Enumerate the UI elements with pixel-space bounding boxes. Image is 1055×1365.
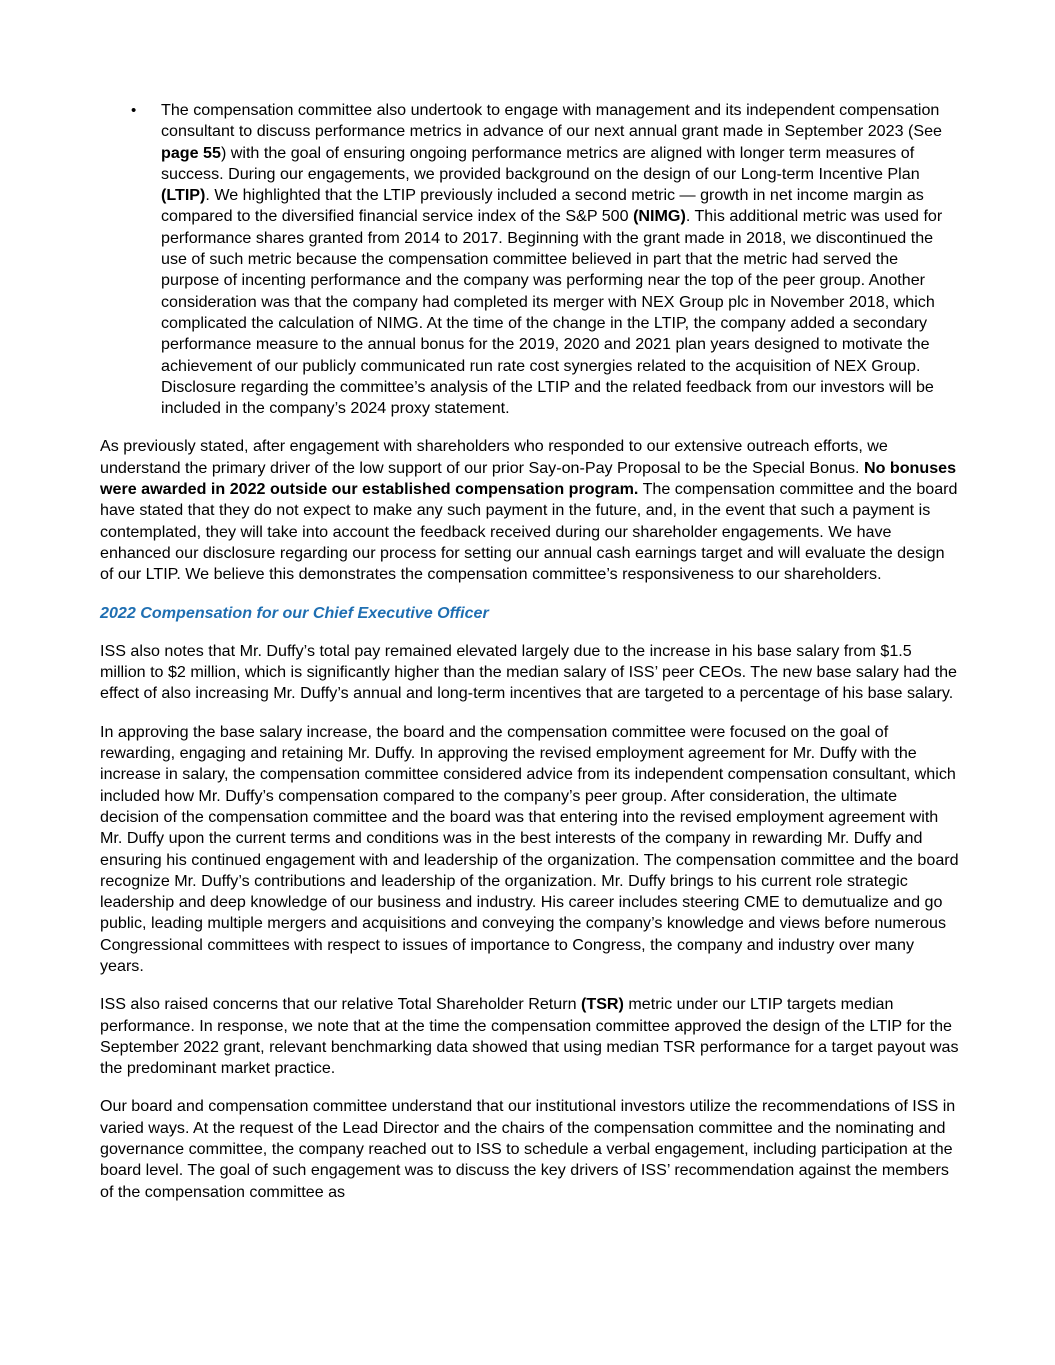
tsr-abbreviation: (TSR) (581, 995, 624, 1014)
tsr-text-part2: metric under our LTIP targets median performance. In response, we note that at the time the compensation committee approved the design of the LTIP for the September 2022 grant, relevant benchmarking data showed that using median TSR performance for a target payout was the predominant market practice. (100, 995, 959, 1078)
bullet-text (161, 101, 942, 417)
bullet-marker: • (131, 102, 137, 119)
paragraph-shareholder-outreach (100, 436, 960, 585)
bullet-text-part2: ) with the goal of ensuring ongoing performance metrics are aligned with longer term measures of success. During our engagements, we provided background on the design of our Long-term Incentive Plan (161, 143, 920, 183)
outreach-text-part2: The compensation committee and the board have stated that they do not expect to make any such payment in the future, and, in the event that such a payment is contemplated, they will take into account the feedback received during our shareholder engagements. We have enhanced our disclosure regarding our process for setting our annual cash earnings target and will evaluate the design of our LTIP. We believe this demonstrates the compensation committee’s responsiveness to our shareholders. (100, 480, 958, 584)
section-heading: 2022 Compensation for our Chief Executive Officer (100, 603, 489, 622)
paragraph-salary-approval: In approving the base salary increase, the board and the compensation committee were focused on the goal of rewarding, engaging and retaining Mr. Duffy. In approving the revised employment agreement for Mr. Duffy with the increase in salary, the compensation committee considered advice from its independent compensation consultant, which included how Mr. Duffy’s compensation compared to the company’s peer group. After consideration, the ultimate decision of the compensation committee and the board was that entering into the revised employment agreement with Mr. Duffy upon the current terms and conditions was in the best interests of the company in rewarding Mr. Duffy and ensuring his continued engagement with and leadership of the organization. The compensation committee and the board recognize Mr. Duffy’s contributions and leadership of the organization. Mr. Duffy brings to his current role strategic leadership and deep knowledge of our business and industry. His career includes steering CME to demutualize and go public, leading multiple mergers and acquisitions and conveying the company’s knowledge and views before numerous Congressional committees with respect to issues of importance to Congress, the company and industry over many years. (100, 722, 959, 975)
bullet-text-part3: . We highlighted that the LTIP previously included a second metric — growth in net income margin as compared to the diversified financial service index of the S&P 500 (161, 186, 924, 226)
bullet-text-part1: The compensation committee also undertook to engage with management and its independent compensation consultant to discuss performance metrics in advance of our next annual grant made in September 2023 (See (161, 101, 942, 141)
bullet-item-performance-metrics (100, 100, 960, 419)
paragraph-base-salary: ISS also notes that Mr. Duffy’s total pay remained elevated largely due to the increase in his base salary from $1.5 million to $2 million, which is significantly higher than the median salary of ISS’ peer CEOs. The new base salary had the effect of also increasing Mr. Duffy’s annual and long-term incentives that are targeted to a percentage of his base salary. (100, 641, 957, 703)
document-page (100, 100, 960, 1220)
nimg-abbreviation: (NIMG) (633, 207, 686, 226)
tsr-text-part1: ISS also raised concerns that our relative Total Shareholder Return (100, 995, 581, 1014)
paragraph-tsr-concerns (100, 994, 960, 1079)
outreach-bold-statement: No bonuses were awarded in 2022 outside our established compensation program. (100, 458, 957, 499)
bullet-text-part4: . This additional metric was used for performance shares granted from 2014 to 2017. Beginning with the grant made in 2018, we discontinued the use of such metric because the compensation committee believed in part that the metric had served the purpose of incenting performance and the company was performing near the top of the peer group. Another consideration was that the company had completed its merger with NEX Group plc in November 2018, which complicated the calculation of NIMG. At the time of the change in the LTIP, the company added a secondary performance measure to the annual bonus for the 2019, 2020 and 2021 plan years designed to motivate the achievement of our publicly communicated run rate cost synergies related to the acquisition of NEX Group. Disclosure regarding the committee’s analysis of the LTIP and the related feedback from our investors will be included in the company’s 2024 proxy statement. (161, 207, 943, 418)
page-reference: page 55 (161, 143, 221, 162)
paragraph-iss-engagement: Our board and compensation committee understand that our institutional investors utilize the recommendations of ISS in varied ways. At the request of the Lead Director and the chairs of the compensation committee and the nominating and governance committee, the company reached out to ISS to schedule a verbal engagement, including participation at the board level. The goal of such engagement was to discuss the key drivers of ISS’ recommendation against the members of the compensation committee as (100, 1097, 956, 1201)
outreach-text-part1: As previously stated, after engagement with shareholders who responded to our extensive outreach efforts, we understand the primary driver of the low support of our prior Say-on-Pay Proposal to be the Special Bonus. (100, 437, 888, 477)
ltip-abbreviation: (LTIP) (161, 186, 206, 205)
